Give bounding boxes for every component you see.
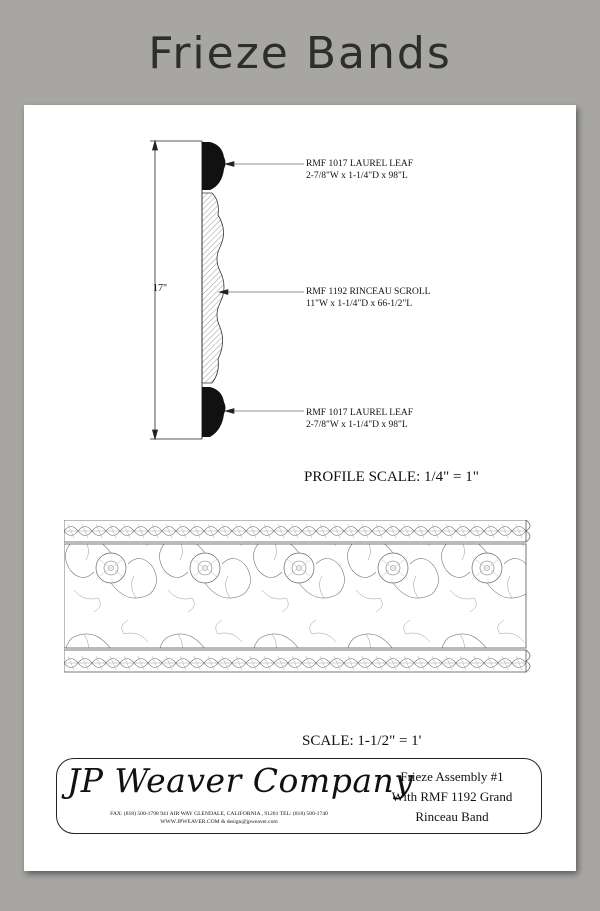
callout-name: RMF 1017 LAUREL LEAF bbox=[306, 159, 414, 169]
callout-name: RMF 1192 RINCEAU SCROLL bbox=[306, 287, 431, 297]
profile-drawing bbox=[24, 105, 576, 445]
profile-scale-label: PROFILE SCALE: 1/4" = 1" bbox=[304, 469, 479, 485]
callout-dims: 11"W x 1-1/4"D x 66-1/2"L bbox=[306, 299, 413, 309]
frieze-elevation-drawing bbox=[64, 520, 534, 680]
web-email-line: WWW.JPWEAVER.COM & design@jpweaver.com bbox=[160, 819, 278, 825]
assembly-line: Rinceau Band bbox=[415, 809, 489, 824]
company-logo: JP Weaver Company bbox=[67, 761, 414, 800]
callout-laurel-leaf-top bbox=[306, 158, 413, 182]
assembly-line: Frieze Assembly #1 bbox=[400, 769, 504, 784]
leader-lines bbox=[219, 162, 304, 414]
callout-laurel-leaf-bottom bbox=[306, 407, 413, 431]
callout-dims: 2-7/8"W x 1-1/4"D x 98"L bbox=[306, 171, 408, 181]
frieze-scale-label: SCALE: 1-1/2" = 1' bbox=[302, 733, 422, 749]
contact-line: FAX: (818) 500-1798 941 AIR WAY GLENDALE, CALIFORNIA , 91201 TEL: (818) 500-1740 bbox=[110, 811, 328, 817]
callout-name: RMF 1017 LAUREL LEAF bbox=[306, 408, 414, 418]
title-block bbox=[56, 758, 542, 834]
laurel-leaf-profile-top bbox=[202, 142, 226, 190]
callout-dims: 2-7/8"W x 1-1/4"D x 98"L bbox=[306, 420, 408, 430]
laurel-leaf-profile-bottom bbox=[202, 387, 226, 437]
rinceau-scroll-profile bbox=[202, 193, 224, 383]
assembly-line: With RMF 1192 Grand bbox=[391, 789, 513, 804]
page-title: Frieze Bands bbox=[148, 28, 452, 79]
drawing-sheet bbox=[24, 105, 576, 871]
callout-rinceau-scroll bbox=[306, 286, 430, 310]
height-dimension-label: 17" bbox=[153, 283, 168, 294]
assembly-description bbox=[369, 767, 535, 827]
